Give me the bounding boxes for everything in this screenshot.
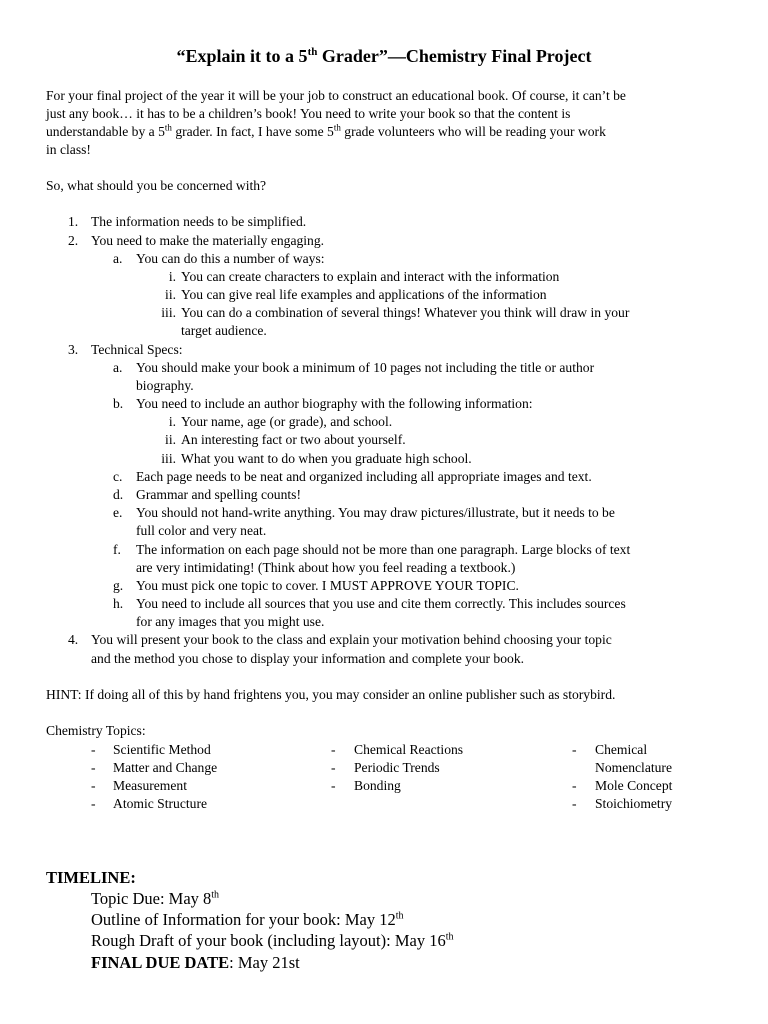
topics-heading: Chemistry Topics:	[46, 723, 146, 738]
sub-item-text: You should not hand-write anything. You may draw pictures/illustrate, but it needs to be	[136, 505, 615, 520]
topic-item: Scientific Method	[113, 742, 211, 757]
list-number: 1.	[68, 214, 79, 229]
roman-numeral: i.	[168, 414, 176, 429]
title-superscript: th	[307, 46, 318, 58]
list-item-text: Technical Specs:	[91, 342, 183, 357]
roman-item-text: An interesting fact or two about yourself.	[181, 432, 406, 447]
topic-item: Chemical	[595, 742, 648, 757]
page-title	[0, 46, 768, 67]
title-text: “Explain it to a 5	[176, 46, 308, 66]
timeline-draft-due	[91, 930, 453, 951]
roman-numeral: iii.	[161, 451, 176, 466]
topic-dash: -	[91, 742, 96, 757]
topic-dash: -	[91, 778, 96, 793]
roman-item-text: You can do a combination of several things! Whatever you think will draw in your	[181, 305, 630, 320]
sub-item-text: Grammar and spelling counts!	[136, 487, 301, 502]
topic-item: Mole Concept	[595, 778, 673, 793]
topic-dash: -	[572, 796, 577, 811]
question-line: So, what should you be concerned with?	[46, 178, 267, 193]
topic-dash: -	[91, 760, 96, 775]
sub-item-text: You need to include all sources that you use and cite them correctly. This includes sources	[136, 596, 626, 611]
sub-item-text-cont: full color and very neat.	[136, 523, 267, 538]
list-item-text: The information needs to be simplified.	[91, 214, 307, 229]
roman-item-text: What you want to do when you graduate high school.	[181, 451, 472, 466]
intro-sup-2: th	[333, 122, 341, 133]
topic-dash: -	[331, 760, 336, 775]
list-number: 3.	[68, 342, 79, 357]
topic-item-cont: Nomenclature	[595, 760, 672, 775]
roman-item-text: You can give real life examples and applications of the information	[181, 287, 547, 302]
list-number: 4.	[68, 632, 79, 647]
list-item-text-cont: and the method you chose to display your information and complete your book.	[91, 651, 525, 666]
sub-item-text: You need to include an author biography with the following information:	[136, 396, 533, 411]
sub-item-text: You must pick one topic to cover. I MUST APPROVE YOUR TOPIC.	[136, 578, 519, 593]
sub-letter: a.	[113, 360, 123, 375]
sub-letter: f.	[113, 542, 121, 557]
sub-item-text-cont: for any images that you might use.	[136, 614, 325, 629]
sub-letter: h.	[113, 596, 124, 611]
sub-letter: a.	[113, 251, 123, 266]
timeline-outline-due	[91, 909, 404, 930]
topic-dash: -	[331, 778, 336, 793]
intro-line-3-c: grade volunteers who will be reading your work	[340, 124, 606, 139]
topic-item: Periodic Trends	[354, 760, 440, 775]
timeline-topic-due	[91, 888, 219, 909]
roman-numeral: iii.	[161, 305, 176, 320]
timeline-sup: th	[395, 910, 404, 922]
timeline-sup: th	[445, 931, 454, 943]
hint-line: HINT: If doing all of this by hand frightens you, you may consider an online publisher such as storybird.	[46, 687, 616, 702]
timeline-heading: TIMELINE:	[46, 868, 136, 887]
sub-item-text: You can do this a number of ways:	[136, 251, 325, 266]
timeline-text: Topic Due: May 8	[91, 889, 212, 908]
title-text-end: Grader”—Chemistry Final Project	[317, 46, 592, 66]
topic-dash: -	[331, 742, 336, 757]
sub-item-text: You should make your book a minimum of 10 pages not including the title or author	[136, 360, 595, 375]
topic-dash: -	[91, 796, 96, 811]
list-number: 2.	[68, 233, 79, 248]
roman-numeral: ii.	[165, 432, 176, 447]
sub-item-text-cont: are very intimidating! (Think about how you feel reading a textbook.)	[136, 560, 516, 575]
sub-item-text: The information on each page should not be more than one paragraph. Large blocks of text	[136, 542, 631, 557]
list-item-text: You need to make the materially engaging.	[91, 233, 325, 248]
timeline-final-due	[91, 952, 300, 973]
intro-line-1: For your final project of the year it will be your job to construct an educational book. Of course, it can’t be	[46, 88, 626, 103]
roman-numeral: i.	[168, 269, 176, 284]
sub-letter: c.	[113, 469, 123, 484]
topic-dash: -	[572, 778, 577, 793]
roman-item-text-cont: target audience.	[181, 323, 267, 338]
topic-item: Atomic Structure	[113, 796, 208, 811]
timeline-sup: th	[211, 889, 220, 901]
sub-letter: e.	[113, 505, 123, 520]
timeline-final-date: : May 21st	[229, 953, 300, 972]
sub-letter: b.	[113, 396, 124, 411]
topic-item: Bonding	[354, 778, 401, 793]
sub-item-text: Each page needs to be neat and organized including all appropriate images and text.	[136, 469, 592, 484]
topic-item: Stoichiometry	[595, 796, 673, 811]
intro-line-3-b: grader. In fact, I have some 5	[171, 124, 334, 139]
sub-item-text-cont: biography.	[136, 378, 194, 393]
timeline-final-label: FINAL DUE DATE	[91, 953, 230, 972]
sub-letter: g.	[113, 578, 124, 593]
sub-letter: d.	[113, 487, 124, 502]
roman-item-text: Your name, age (or grade), and school.	[181, 414, 393, 429]
timeline-text: Outline of Information for your book: May 12	[91, 910, 396, 929]
roman-item-text: You can create characters to explain and interact with the information	[181, 269, 560, 284]
intro-line-2: just any book… it has to be a children’s book! You need to write your book so that the content is	[46, 106, 571, 121]
intro-line-4: in class!	[46, 142, 91, 157]
list-item-text: You will present your book to the class and explain your motivation behind choosing your topic	[91, 632, 612, 647]
timeline-text: Rough Draft of your book (including layout): May 16	[91, 931, 446, 950]
topic-dash: -	[572, 742, 577, 757]
topic-item: Matter and Change	[113, 760, 218, 775]
intro-line-3-a: understandable by a 5	[46, 124, 165, 139]
topic-item: Chemical Reactions	[354, 742, 464, 757]
topic-item: Measurement	[113, 778, 187, 793]
intro-sup-1: th	[164, 122, 172, 133]
intro-line-3	[46, 123, 606, 141]
roman-numeral: ii.	[165, 287, 176, 302]
